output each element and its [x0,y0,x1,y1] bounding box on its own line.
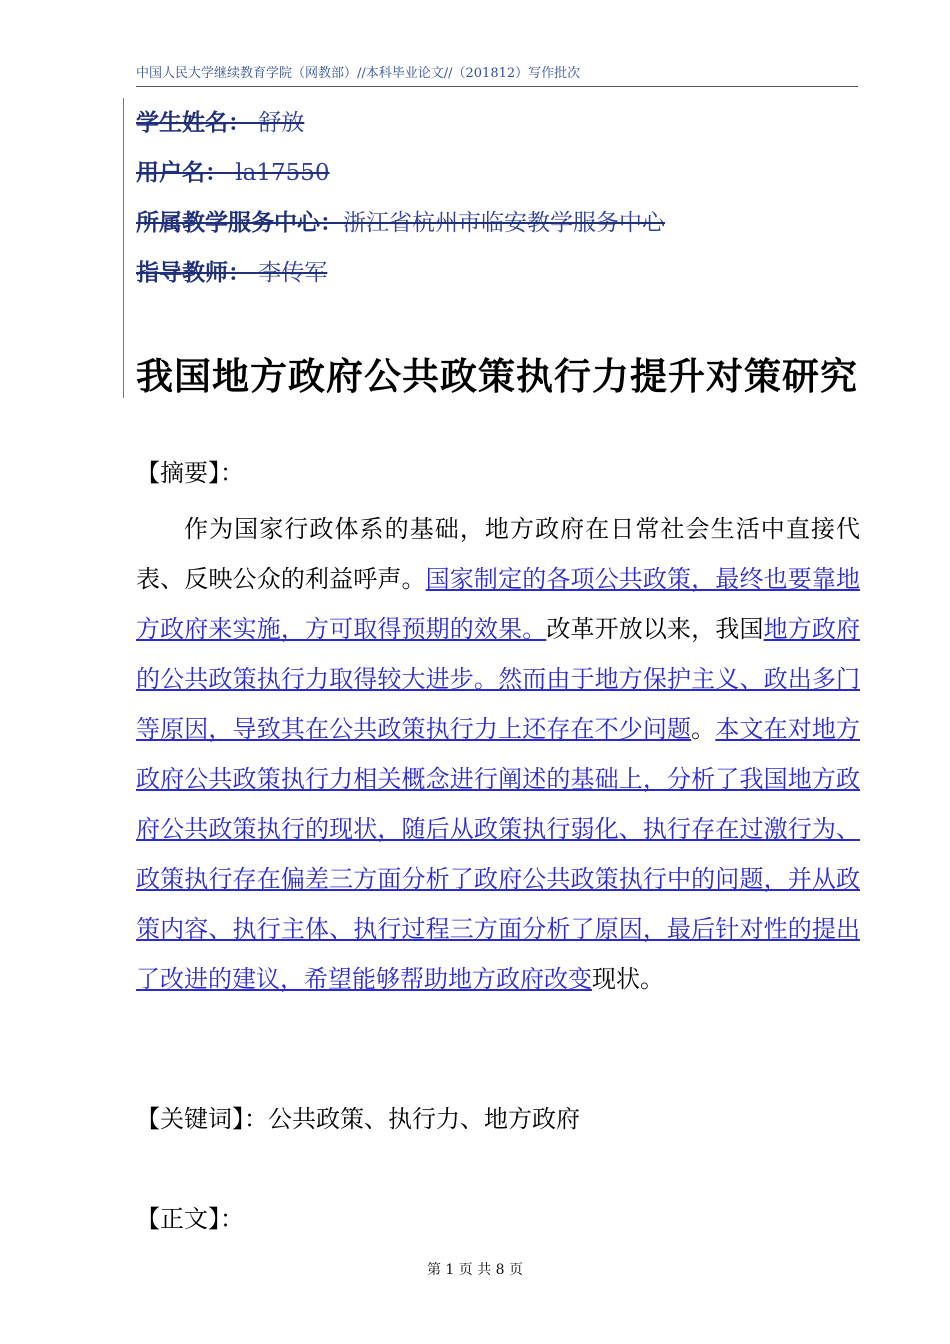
abstract-inserted-text: 本文在对地方政府公共政策执行力相关概念进行阐述的基础上，分析了我国地方政府公共政策执行的现状，随后从政策执行弱化、执行存在过激行为、政策执行存在偏差三方面分析了政府公共政策执行中的问题，并从政策内容、执行主体、执行过程三方面分析了原因，最后针对性的提出了改进的建议，希望能够帮助地方政府改变 [136,715,861,993]
service-center-label: 所属教学服务中心： [136,210,343,236]
service-center-value: 浙江省杭州市临安教学服务中心 [343,210,665,236]
abstract-text: 改革开放以来，我国 [546,615,764,643]
keywords-value: 公共政策、执行力、地方政府 [268,1105,580,1133]
advisor-value: 李传军 [251,260,328,286]
username-value: la17550 [228,160,330,186]
paper-title: 我国地方政府公共政策执行力提升对策研究 [136,355,858,398]
page-number: 第 1 页 共 8 页 [426,1262,524,1278]
advisor-label: 指导教师： [136,260,251,286]
service-center-line [136,208,665,238]
keywords-line [136,1104,580,1134]
username-label: 用户名： [136,160,228,186]
abstract-text: 。 [691,715,716,743]
abstract-text: 现状。 [592,965,664,993]
abstract-inserted-text: 国家制定的各项公共政策，最终也要靠地方政府来实施，方可取得预期的效果。 [136,565,860,643]
abstract-label: 【摘要】： [136,459,244,487]
keywords-label: 【关键词】： [136,1105,268,1133]
revision-bar [123,98,124,398]
abstract-body [136,504,860,1004]
username-line [136,158,330,188]
abstract-text: 作为国家行政体系的基础，地方政府在日常社会生活中直接代表、反映公众的利益呼声。 [136,515,860,593]
student-name-value: 舒放 [251,110,305,136]
student-name-line [136,108,304,138]
advisor-line [136,258,327,288]
abstract-inserted-text: 地方政府的公共政策执行力取得较大进步。然而由于地方保护主义、政出多门等原因，导致其在公共政策执行力上还存在不少问题 [136,615,861,743]
page-header: 中国人民大学继续教育学院（网教部）//本科毕业论文//（201812）写作批次 [136,64,858,87]
student-name-label: 学生姓名： [136,110,251,136]
body-label: 【正文】： [136,1205,244,1233]
